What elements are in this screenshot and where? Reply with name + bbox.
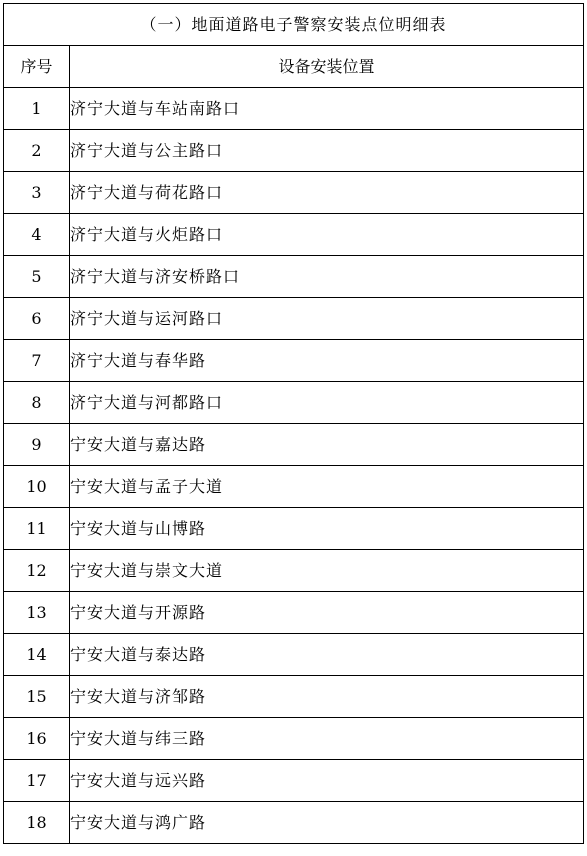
table-body	[4, 4, 584, 844]
row-location-cell: 宁安大道与纬三路	[70, 718, 584, 760]
row-location-cell: 宁安大道与孟子大道	[70, 466, 584, 508]
table-row	[4, 382, 584, 424]
header-index: 序号	[4, 46, 70, 88]
row-index-cell: 7	[4, 340, 70, 382]
table-row	[4, 88, 584, 130]
table-row	[4, 424, 584, 466]
row-location-cell: 济宁大道与运河路口	[70, 298, 584, 340]
table-row	[4, 550, 584, 592]
table-row	[4, 802, 584, 844]
row-location-cell: 济宁大道与火炬路口	[70, 214, 584, 256]
row-location-cell: 宁安大道与山博路	[70, 508, 584, 550]
table-row	[4, 340, 584, 382]
row-index-cell: 14	[4, 634, 70, 676]
table-row	[4, 214, 584, 256]
row-location-cell: 宁安大道与嘉达路	[70, 424, 584, 466]
row-location-cell: 济宁大道与春华路	[70, 340, 584, 382]
table-row	[4, 760, 584, 802]
row-index-cell: 16	[4, 718, 70, 760]
table-row	[4, 592, 584, 634]
row-index-cell: 17	[4, 760, 70, 802]
table-row	[4, 634, 584, 676]
row-index-cell: 10	[4, 466, 70, 508]
row-location-cell: 宁安大道与鸿广路	[70, 802, 584, 844]
row-index-cell: 13	[4, 592, 70, 634]
row-index-cell: 12	[4, 550, 70, 592]
row-location-cell: 济宁大道与荷花路口	[70, 172, 584, 214]
row-index-cell: 11	[4, 508, 70, 550]
table-title: （一）地面道路电子警察安装点位明细表	[4, 4, 584, 46]
table-row	[4, 130, 584, 172]
table-row	[4, 676, 584, 718]
header-location: 设备安装位置	[70, 46, 584, 88]
row-location-cell: 济宁大道与河都路口	[70, 382, 584, 424]
row-index-cell: 3	[4, 172, 70, 214]
row-index-cell: 4	[4, 214, 70, 256]
table-row	[4, 718, 584, 760]
row-location-cell: 宁安大道与远兴路	[70, 760, 584, 802]
table-row	[4, 256, 584, 298]
header-row	[4, 46, 584, 88]
row-index-cell: 2	[4, 130, 70, 172]
table-row	[4, 298, 584, 340]
row-index-cell: 18	[4, 802, 70, 844]
row-index-cell: 15	[4, 676, 70, 718]
table-row	[4, 466, 584, 508]
row-location-cell: 宁安大道与崇文大道	[70, 550, 584, 592]
row-location-cell: 济宁大道与车站南路口	[70, 88, 584, 130]
title-row	[4, 4, 584, 46]
row-location-cell: 宁安大道与济邹路	[70, 676, 584, 718]
row-index-cell: 9	[4, 424, 70, 466]
table-row	[4, 508, 584, 550]
row-location-cell: 宁安大道与泰达路	[70, 634, 584, 676]
row-index-cell: 8	[4, 382, 70, 424]
row-location-cell: 济宁大道与公主路口	[70, 130, 584, 172]
row-index-cell: 5	[4, 256, 70, 298]
row-location-cell: 宁安大道与开源路	[70, 592, 584, 634]
table-row	[4, 172, 584, 214]
row-index-cell: 6	[4, 298, 70, 340]
row-location-cell: 济宁大道与济安桥路口	[70, 256, 584, 298]
installation-table	[3, 3, 584, 844]
row-index-cell: 1	[4, 88, 70, 130]
